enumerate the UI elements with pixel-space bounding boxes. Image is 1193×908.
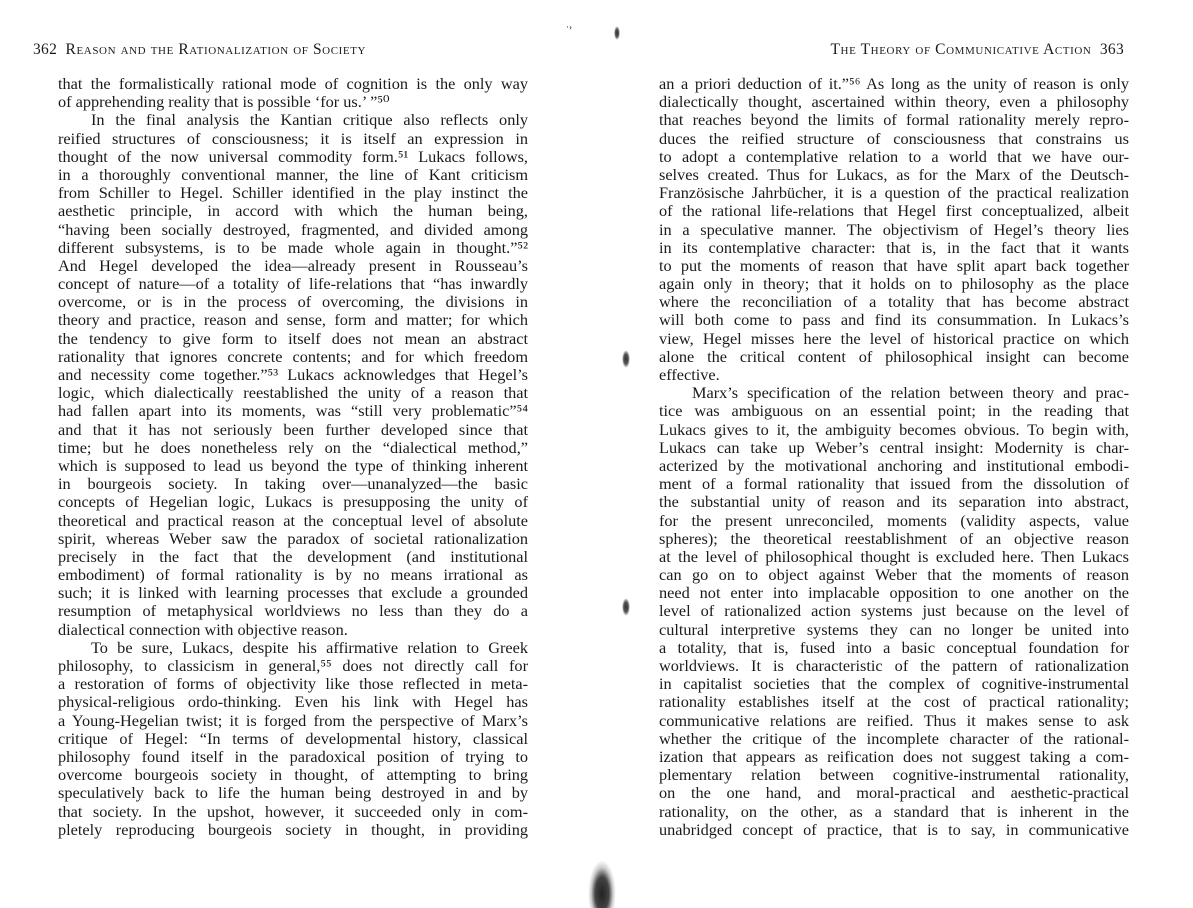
text-line: And Hegel developed the idea—already present in Rousseau’s (58, 255, 528, 275)
text-line: acterized by the motivational anchoring and institutional embodi- (659, 455, 1129, 475)
right-page (596, 0, 1193, 908)
text-line: ment of a formal rationality that issued from the dissolution of (659, 474, 1129, 494)
text-line: can go on to object against Weber that the moments of reason (659, 565, 1129, 585)
text-line: philosophy, to classicism in general,⁵⁵ does not directly call for (58, 656, 528, 675)
text-line: philosophy found itself in the paradoxical position of trying to (58, 746, 528, 766)
text-line: aesthetic principle, in accord with which the human being, (58, 201, 528, 221)
left-page (0, 0, 596, 908)
text-line: will both come to pass and find its consummation. In Lukacs’s (659, 310, 1129, 330)
text-line: spheres); the theoretical reestablishment of an objective reason (659, 528, 1129, 548)
text-line: a restoration of forms of objectivity like those reflected in meta- (58, 674, 528, 694)
text-line: to adopt a contemplative relation to a world that we have our- (659, 146, 1129, 166)
text-line: worldviews. It is characteristic of the pattern of rationalization (659, 656, 1129, 675)
text-line: in capitalist societies that the complex of cognitive-instrumental (659, 674, 1129, 694)
text-line: the substantial unity of reason and its separation into abstract, (659, 492, 1129, 512)
text-line: overcome, or is in the process of overcoming, the divisions in (58, 292, 528, 312)
text-line: Lukacs can take up Weber’s central insight: Modernity is char- (659, 437, 1129, 457)
text-line: duces the reified structure of consciousness that constrains us (659, 128, 1129, 148)
text-line: unabridged concept of practice, that is to say, in communicative (659, 819, 1129, 839)
right-running-header (830, 41, 1124, 59)
right-page-body-text (659, 75, 1129, 839)
text-line: that reaches beyond the limits of formal rationality merely repro- (659, 110, 1129, 130)
text-line: concepts of Hegelian logic, Lukacs is presupposing the unity of (58, 492, 528, 512)
text-line: thought of the now universal commodity form.⁵¹ Lukacs follows, (58, 146, 528, 166)
gutter-smudge (622, 598, 630, 616)
text-line: theoretical and practical reason at the conceptual level of absolute (58, 510, 528, 530)
text-line: to put the moments of reason that have split apart back together (659, 255, 1129, 275)
text-line: overcome bourgeois society in thought, of attempting to bring (58, 765, 528, 785)
text-line: such; it is linked with learning processes that exclude a grounded (58, 583, 528, 603)
text-line: in a thoroughly conventional manner, the line of Kant criticism (58, 164, 528, 184)
text-line: “having been socially destroyed, fragmented, and divided among (58, 219, 528, 239)
text-line: time; but he does nonetheless rely on the “dialectical method,” (58, 437, 528, 457)
text-line: reified structures of consciousness; it is itself an expression in (58, 128, 528, 148)
text-line: of apprehending reality that is possible ‘for us.’ ”⁵⁰ (58, 92, 390, 112)
text-line: logic, which dialectically reestablished the unity of a reason that (58, 383, 528, 403)
text-line: in bourgeois society. In taking over—unanalyzed—the basic (58, 474, 528, 494)
left-page-number: 362 (33, 41, 58, 58)
text-line: the tendency to give form to itself does not mean an abstract (58, 328, 528, 348)
text-line: dialectically thought, ascertained within theory, even a philosophy (659, 92, 1129, 112)
left-running-header (33, 41, 366, 59)
right-page-number: 363 (1099, 41, 1124, 58)
text-line: that the formalistically rational mode of cognition is the only way (58, 74, 528, 93)
text-line: had fallen apart into its moments, was “still very problematic”⁵⁴ (58, 401, 528, 421)
text-line: plementary relation between cognitive-instrumental rationality, (659, 765, 1129, 785)
text-line: in its contemplative character: that is, in the fact that it wants (659, 237, 1129, 257)
text-line: a totality, that is, fused into a basic conceptual foundation for (659, 637, 1129, 657)
text-line: view, Hegel misses here the level of historical practice on which (659, 328, 1129, 348)
left-running-title: Reason and the Rationalization of Society (65, 41, 367, 58)
left-page-body-text (58, 75, 528, 839)
text-line: on the one hand, and moral-practical and aesthetic-practical (659, 783, 1129, 803)
text-line: which is supposed to lead us beyond the type of thinking inherent (58, 455, 528, 475)
text-line: for the present unreconciled, moments (validity aspects, value (659, 510, 1129, 530)
text-line: rationality that ignores concrete contents; and for which freedom (58, 346, 528, 366)
text-line: rationality, on the other, as a standard that is inherent in the (659, 801, 1129, 821)
text-line: precisely in the fact that the development (and institutional (58, 546, 528, 566)
text-line: from Schiller to Hegel. Schiller identified in the play instinct the (58, 183, 528, 203)
text-line: where the reconciliation of a totality that has become abstract (659, 292, 1129, 312)
text-line: cultural interpretive systems they can no longer be united into (659, 619, 1129, 639)
text-line: spirit, whereas Weber saw the paradox of societal rationalization (58, 528, 528, 548)
text-line: selves created. Thus for Lukacs, as for the Marx of the Deutsch- (659, 164, 1129, 184)
text-line: of the rational life-relations that Hegel first conceptualized, albeit (659, 201, 1129, 221)
text-line: an a priori deduction of it.”⁵⁶ As long as the unity of reason is only (659, 74, 1129, 93)
text-line: theory and practice, reason and sense, form and matter; for which (58, 310, 528, 330)
text-line: Französische Jahrbücher, it is a question of the practical realization (659, 183, 1129, 203)
text-line: In the final analysis the Kantian critique also reflects only (91, 110, 528, 130)
text-line: rationality establishes itself at the cost of practical rationality; (659, 692, 1129, 712)
text-line: Lukacs gives to it, the ambiguity becomes obvious. To begin with, (659, 419, 1129, 439)
text-line: again only in theory; that it holds on to philosophy as the place (659, 274, 1129, 294)
text-line: dialectical connection with objective reason. (58, 619, 348, 639)
text-line: pletely reproducing bourgeois society in thought, in providing (58, 819, 528, 839)
text-line: a Young-Hegelian twist; it is forged from the perspective of Marx’s (58, 710, 528, 730)
text-line: whether the critique of the incomplete character of the rational- (659, 728, 1129, 748)
text-line: effective. (659, 365, 720, 384)
binding-shadow (588, 860, 616, 908)
text-line: To be sure, Lukacs, despite his affirmative relation to Greek (91, 637, 528, 657)
gutter-smudge (622, 350, 630, 368)
text-line: Marx’s specification of the relation between theory and prac- (692, 383, 1129, 403)
text-line: in a speculative manner. The objectivism of Hegel’s theory lies (659, 219, 1129, 239)
text-line: different subsystems, is to be made whole again in thought.”⁵² (58, 237, 528, 257)
text-line: that society. In the upshot, however, it succeeded only in com- (58, 801, 528, 821)
text-line: ization that appears as reification does not suggest taking a com- (659, 746, 1129, 766)
text-line: and that it has not seriously been further developed since that (58, 419, 528, 439)
text-line: critique of Hegel: “In terms of developmental history, classical (58, 728, 528, 748)
gutter-smudge (614, 26, 620, 40)
text-line: concept of nature—of a totality of life-relations that “has inwardly (58, 274, 528, 294)
gutter-speck: ·› (566, 22, 572, 32)
text-line: need not enter into implacable opposition to one another on the (659, 583, 1129, 603)
text-line: speculatively back to life the human being destroyed in and by (58, 783, 528, 803)
right-running-title: The Theory of Communicative Action (830, 41, 1092, 58)
text-line: alone the critical content of philosophical insight can become (659, 346, 1129, 366)
text-line: and necessity come together.”⁵³ Lukacs acknowledges that Hegel’s (58, 365, 528, 384)
text-line: resumption of metaphysical worldviews no less than they do a (58, 601, 528, 621)
text-line: physical-religious ordo-thinking. Even his link with Hegel has (58, 692, 528, 712)
text-line: tice was ambiguous on an essential point; in the reading that (659, 401, 1129, 421)
text-line: embodiment) of formal rationality is by no means irrational as (58, 565, 528, 585)
text-line: at the level of philosophical thought is excluded here. Then Lukacs (659, 546, 1129, 566)
text-line: level of rationalized action systems just because on the level of (659, 601, 1129, 621)
text-line: communicative relations are reified. Thus it makes sense to ask (659, 710, 1129, 730)
